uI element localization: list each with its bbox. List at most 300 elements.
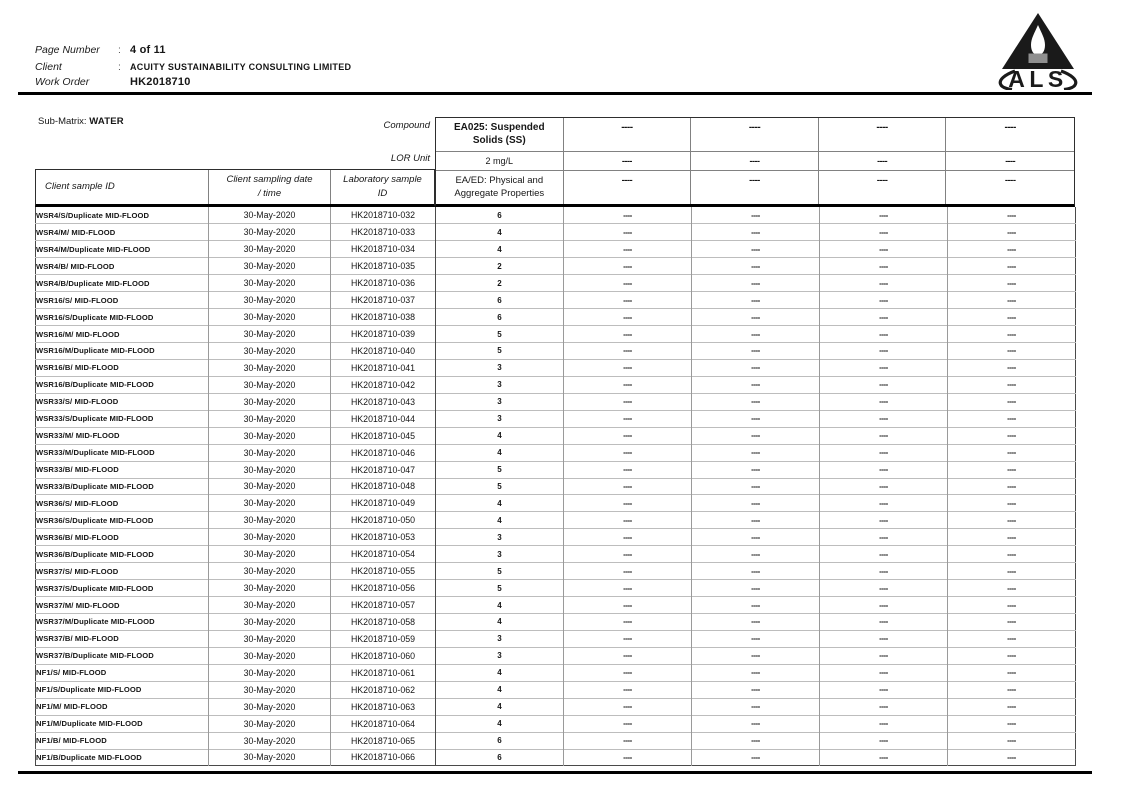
- no-result-cell: ----: [692, 664, 820, 681]
- no-result-cell: ----: [948, 580, 1076, 597]
- lab-sample-id-cell: HK2018710-039: [331, 326, 436, 343]
- sampling-date-cell: 30-May-2020: [209, 410, 331, 427]
- sampling-date-cell: 30-May-2020: [209, 224, 331, 241]
- lab-sample-id-cell: HK2018710-040: [331, 343, 436, 360]
- lab-sample-id-cell: HK2018710-057: [331, 597, 436, 614]
- no-result-cell: ----: [948, 546, 1076, 563]
- sampling-date-cell: 30-May-2020: [209, 376, 331, 393]
- table-row: [36, 427, 1076, 444]
- no-result-cell: ----: [692, 630, 820, 647]
- lab-sample-id-cell: HK2018710-042: [331, 376, 436, 393]
- result-value-cell: 2: [436, 275, 564, 292]
- client-sample-id-cell: WSR16/S/ MID-FLOOD: [36, 292, 209, 309]
- no-result-cell: ----: [692, 580, 820, 597]
- sampling-date-cell: 30-May-2020: [209, 512, 331, 529]
- table-row: [36, 597, 1076, 614]
- lab-sample-id-cell: HK2018710-050: [331, 512, 436, 529]
- result-value-cell: 5: [436, 461, 564, 478]
- result-value-cell: 5: [436, 343, 564, 360]
- sampling-date-header: [209, 170, 331, 204]
- no-result-cell: ----: [692, 275, 820, 292]
- no-result-cell: ----: [564, 614, 692, 631]
- no-result-cell: ----: [564, 546, 692, 563]
- als-logo-text: ALS: [1008, 66, 1068, 90]
- no-result-cell: ----: [948, 715, 1076, 732]
- no-result-cell: ----: [564, 563, 692, 580]
- no-result-cell: ----: [948, 309, 1076, 326]
- sampling-date-cell: 30-May-2020: [209, 630, 331, 647]
- lab-sample-id-cell: HK2018710-062: [331, 681, 436, 698]
- lab-sample-id-cell: HK2018710-065: [331, 732, 436, 749]
- no-result-cell: ----: [692, 478, 820, 495]
- client-sample-id-cell: NF1/M/ MID-FLOOD: [36, 698, 209, 715]
- client-sample-id-cell: WSR37/B/Duplicate MID-FLOOD: [36, 647, 209, 664]
- client-sample-id-cell: WSR37/S/Duplicate MID-FLOOD: [36, 580, 209, 597]
- no-result-cell: ----: [820, 326, 948, 343]
- sampling-date-cell: 30-May-2020: [209, 715, 331, 732]
- lab-sample-id-cell: HK2018710-056: [331, 580, 436, 597]
- table-row: [36, 359, 1076, 376]
- no-result-cell: ----: [948, 614, 1076, 631]
- no-result-cell: ----: [564, 359, 692, 376]
- result-value-cell: 3: [436, 647, 564, 664]
- no-result-cell: ----: [948, 597, 1076, 614]
- sampling-date-cell: 30-May-2020: [209, 597, 331, 614]
- no-result-cell: ----: [564, 326, 692, 343]
- no-result-cell: ----: [820, 529, 948, 546]
- no-result-cell: ----: [692, 410, 820, 427]
- sampling-date-cell: 30-May-2020: [209, 614, 331, 631]
- client-label: Client: [35, 61, 62, 73]
- table-row: [36, 343, 1076, 360]
- sampling-date-cell: 30-May-2020: [209, 461, 331, 478]
- page-number-value: 4 of 11: [130, 44, 166, 56]
- sample-table-body: [36, 207, 1076, 766]
- no-result-cell: ----: [564, 749, 692, 766]
- no-result-cell: ----: [948, 376, 1076, 393]
- no-result-cell: ----: [692, 597, 820, 614]
- lab-sample-id-cell: HK2018710-049: [331, 495, 436, 512]
- no-result-cell: ----: [948, 681, 1076, 698]
- no-result-cell: ----: [692, 529, 820, 546]
- table-row: [36, 461, 1076, 478]
- no-result-cell: ----: [820, 647, 948, 664]
- result-value-cell: 6: [436, 749, 564, 766]
- no-result-cell: ----: [948, 224, 1076, 241]
- table-row: [36, 292, 1076, 309]
- table-row: [36, 241, 1076, 258]
- result-value-cell: 5: [436, 478, 564, 495]
- result-value-cell: 4: [436, 224, 564, 241]
- sampling-date-cell: 30-May-2020: [209, 664, 331, 681]
- page-number-row: [35, 40, 166, 58]
- sampling-date-cell: 30-May-2020: [209, 275, 331, 292]
- no-result-cell: ----: [820, 309, 948, 326]
- lor-unit-row-label: LOR Unit: [390, 153, 430, 164]
- sampling-date-cell: 30-May-2020: [209, 326, 331, 343]
- no-result-cell: ----: [692, 461, 820, 478]
- no-result-cell: ----: [948, 444, 1076, 461]
- result-value-cell: 3: [436, 376, 564, 393]
- sampling-date-cell: 30-May-2020: [209, 529, 331, 546]
- result-value-cell: 6: [436, 292, 564, 309]
- no-result-cell: ----: [564, 478, 692, 495]
- table-row: [36, 529, 1076, 546]
- lab-sample-id-cell: HK2018710-044: [331, 410, 436, 427]
- table-row: [36, 224, 1076, 241]
- table-row: [36, 630, 1076, 647]
- result-value-cell: 4: [436, 597, 564, 614]
- no-result-cell: ----: [820, 224, 948, 241]
- compound-header-cell: EA025: Suspended Solids (SS): [436, 118, 564, 152]
- result-value-cell: 5: [436, 326, 564, 343]
- client-sample-id-cell: WSR16/S/Duplicate MID-FLOOD: [36, 309, 209, 326]
- table-row: [36, 376, 1076, 393]
- no-result-cell: ----: [692, 258, 820, 275]
- client-sample-id-cell: WSR33/B/ MID-FLOOD: [36, 461, 209, 478]
- no-result-cell: ----: [564, 393, 692, 410]
- lor-unit-cell: ----: [946, 152, 1074, 171]
- no-result-cell: ----: [564, 529, 692, 546]
- no-result-cell: ----: [820, 580, 948, 597]
- no-result-cell: ----: [820, 241, 948, 258]
- table-row: [36, 715, 1076, 732]
- sampling-date-cell: 30-May-2020: [209, 563, 331, 580]
- client-sample-id-cell: WSR16/B/Duplicate MID-FLOOD: [36, 376, 209, 393]
- lab-sample-id-cell: HK2018710-045: [331, 427, 436, 444]
- no-result-cell: ----: [564, 461, 692, 478]
- no-result-cell: ----: [948, 512, 1076, 529]
- no-result-cell: ----: [564, 309, 692, 326]
- client-sample-id-cell: WSR4/M/Duplicate MID-FLOOD: [36, 241, 209, 258]
- lab-sample-id-cell: HK2018710-058: [331, 614, 436, 631]
- no-result-cell: ----: [820, 546, 948, 563]
- result-value-cell: 3: [436, 546, 564, 563]
- lor-unit-cell: 2 mg/L: [436, 152, 564, 171]
- no-result-cell: ----: [948, 343, 1076, 360]
- client-sample-id-cell: WSR4/S/Duplicate MID-FLOOD: [36, 207, 209, 224]
- client-sample-id-cell: WSR37/B/ MID-FLOOD: [36, 630, 209, 647]
- no-result-cell: ----: [564, 410, 692, 427]
- table-row: [36, 410, 1076, 427]
- table-row: [36, 664, 1076, 681]
- no-result-cell: ----: [564, 698, 692, 715]
- no-result-cell: ----: [820, 664, 948, 681]
- no-result-cell: ----: [948, 427, 1076, 444]
- no-result-cell: ----: [564, 275, 692, 292]
- no-result-cell: ----: [1007, 210, 1016, 220]
- no-result-cell: ----: [820, 681, 948, 698]
- sampling-date-cell: 30-May-2020: [209, 207, 331, 224]
- no-result-cell: ----: [948, 461, 1076, 478]
- no-result-cell: ----: [948, 478, 1076, 495]
- no-result-cell: ----: [692, 698, 820, 715]
- no-result-cell: ----: [564, 715, 692, 732]
- table-row: [36, 681, 1076, 698]
- no-result-cell: ----: [692, 495, 820, 512]
- sample-column-headers: [35, 169, 435, 207]
- sampling-date-cell: 30-May-2020: [209, 444, 331, 461]
- sampling-date-cell: 30-May-2020: [209, 393, 331, 410]
- table-row: [36, 207, 1076, 224]
- no-result-cell: ----: [564, 732, 692, 749]
- no-result-cell: ----: [948, 359, 1076, 376]
- table-row: [36, 698, 1076, 715]
- client-sample-id-cell: NF1/S/ MID-FLOOD: [36, 664, 209, 681]
- sampling-date-cell: 30-May-2020: [209, 546, 331, 563]
- no-result-cell: ----: [820, 495, 948, 512]
- client-sample-id-cell: WSR4/B/ MID-FLOOD: [36, 258, 209, 275]
- client-sample-id-cell: WSR16/M/Duplicate MID-FLOOD: [36, 343, 209, 360]
- result-value-cell: 4: [436, 444, 564, 461]
- sampling-date-cell: 30-May-2020: [209, 478, 331, 495]
- table-row: [36, 478, 1076, 495]
- lab-sample-id-cell: HK2018710-032: [331, 207, 436, 224]
- table-row: [36, 647, 1076, 664]
- lab-sample-id-cell: HK2018710-034: [331, 241, 436, 258]
- method-header-cell: ----: [819, 171, 947, 204]
- no-result-cell: ----: [820, 444, 948, 461]
- sample-results-table: [35, 207, 1076, 766]
- lab-sample-id-cell: HK2018710-055: [331, 563, 436, 580]
- client-sample-id-cell: WSR36/B/Duplicate MID-FLOOD: [36, 546, 209, 563]
- lab-sample-id-cell: HK2018710-066: [331, 749, 436, 766]
- no-result-cell: ----: [564, 292, 692, 309]
- no-result-cell: ----: [948, 241, 1076, 258]
- client-sample-id-cell: WSR16/M/ MID-FLOOD: [36, 326, 209, 343]
- no-result-cell: ----: [564, 258, 692, 275]
- sub-matrix-label: Sub-Matrix:: [38, 116, 87, 127]
- lab-sample-id-cell: HK2018710-037: [331, 292, 436, 309]
- table-row: [36, 614, 1076, 631]
- sampling-date-cell: 30-May-2020: [209, 343, 331, 360]
- no-result-cell: ----: [692, 427, 820, 444]
- no-result-cell: ----: [564, 444, 692, 461]
- no-result-cell: ----: [692, 241, 820, 258]
- no-result-cell: ----: [820, 732, 948, 749]
- no-result-cell: ----: [692, 224, 820, 241]
- sampling-date-cell: 30-May-2020: [209, 732, 331, 749]
- no-result-cell: ----: [948, 410, 1076, 427]
- method-header-cell: EA/ED: Physical and Aggregate Properties: [436, 171, 564, 204]
- client-sample-id-cell: WSR33/M/Duplicate MID-FLOOD: [36, 444, 209, 461]
- table-row: [36, 580, 1076, 597]
- result-value-cell: 3: [436, 529, 564, 546]
- sampling-date-cell: 30-May-2020: [209, 698, 331, 715]
- no-result-cell: ----: [820, 614, 948, 631]
- client-sample-id-cell: WSR37/M/ MID-FLOOD: [36, 597, 209, 614]
- no-result-cell: ----: [564, 630, 692, 647]
- no-result-cell: ----: [820, 292, 948, 309]
- table-row: [36, 258, 1076, 275]
- page-number-separator: :: [118, 44, 121, 56]
- no-result-cell: ----: [692, 292, 820, 309]
- lor-unit-cell: ----: [564, 152, 692, 171]
- no-result-cell: ----: [564, 580, 692, 597]
- table-row: [36, 563, 1076, 580]
- no-result-cell: ----: [948, 749, 1076, 766]
- no-result-cell: ----: [564, 664, 692, 681]
- no-result-cell: ----: [692, 647, 820, 664]
- no-result-cell: ----: [820, 343, 948, 360]
- client-sample-id-header: [36, 170, 209, 204]
- method-header-cell: ----: [1004, 175, 1016, 186]
- no-result-cell: ----: [692, 309, 820, 326]
- sampling-date-cell: 30-May-2020: [209, 580, 331, 597]
- no-result-cell: ----: [948, 664, 1076, 681]
- no-result-cell: ----: [948, 732, 1076, 749]
- client-sample-id-cell: WSR33/S/ MID-FLOOD: [36, 393, 209, 410]
- no-result-cell: ----: [820, 749, 948, 766]
- lab-sample-id-cell: HK2018710-033: [331, 224, 436, 241]
- client-sample-id-cell: WSR36/B/ MID-FLOOD: [36, 529, 209, 546]
- no-result-cell: ----: [564, 241, 692, 258]
- no-result-cell: ----: [692, 512, 820, 529]
- sampling-date-header-line1: Client sampling date: [226, 174, 313, 186]
- no-result-cell: ----: [820, 715, 948, 732]
- client-sample-id-cell: WSR4/B/Duplicate MID-FLOOD: [36, 275, 209, 292]
- result-value-cell: 4: [436, 681, 564, 698]
- no-result-cell: ----: [692, 444, 820, 461]
- sub-matrix: [38, 116, 124, 127]
- no-result-cell: ----: [820, 630, 948, 647]
- no-result-cell: ----: [820, 275, 948, 292]
- sampling-date-cell: 30-May-2020: [209, 427, 331, 444]
- result-value-cell: 6: [436, 207, 564, 224]
- lor-unit-cell: ----: [691, 152, 819, 171]
- result-value-cell: 4: [436, 512, 564, 529]
- sampling-date-cell: 30-May-2020: [209, 749, 331, 766]
- result-value-cell: 3: [436, 410, 564, 427]
- lab-sample-id-header-line2: ID: [377, 188, 388, 199]
- work-order-value: HK2018710: [130, 76, 191, 88]
- page-number-label: Page Number: [35, 44, 100, 56]
- table-row: [36, 275, 1076, 292]
- lab-sample-id-cell: HK2018710-061: [331, 664, 436, 681]
- no-result-cell: ----: [820, 563, 948, 580]
- no-result-cell: ----: [692, 393, 820, 410]
- result-value-cell: 4: [436, 614, 564, 631]
- result-value-cell: 5: [436, 580, 564, 597]
- result-value-cell: 6: [436, 309, 564, 326]
- no-result-cell: ----: [948, 630, 1076, 647]
- result-value-cell: 4: [436, 427, 564, 444]
- no-result-cell: ----: [820, 698, 948, 715]
- client-sample-id-cell: WSR33/M/ MID-FLOOD: [36, 427, 209, 444]
- no-result-cell: ----: [948, 258, 1076, 275]
- client-sample-id-cell: WSR4/M/ MID-FLOOD: [36, 224, 209, 241]
- sampling-date-cell: 30-May-2020: [209, 292, 331, 309]
- client-sample-id-cell: WSR37/S/ MID-FLOOD: [36, 563, 209, 580]
- client-sample-id-cell: NF1/M/Duplicate MID-FLOOD: [36, 715, 209, 732]
- table-row: [36, 495, 1076, 512]
- no-result-cell: ----: [564, 512, 692, 529]
- no-result-cell: ----: [564, 681, 692, 698]
- no-result-cell: ----: [692, 614, 820, 631]
- lab-sample-id-header-line1: Laboratory sample: [343, 174, 422, 186]
- compound-header-cell: ----: [819, 118, 947, 152]
- work-order-row: [35, 72, 191, 90]
- result-value-cell: 4: [436, 715, 564, 732]
- no-result-cell: ----: [820, 410, 948, 427]
- no-result-cell: ----: [820, 597, 948, 614]
- sampling-date-cell: 30-May-2020: [209, 258, 331, 275]
- no-result-cell: ----: [820, 258, 948, 275]
- compound-header-cell: ----: [691, 118, 819, 152]
- sampling-date-cell: 30-May-2020: [209, 647, 331, 664]
- table-row: [36, 512, 1076, 529]
- no-result-cell: ----: [564, 647, 692, 664]
- no-result-cell: ----: [692, 563, 820, 580]
- no-result-cell: ----: [948, 292, 1076, 309]
- lab-sample-id-cell: HK2018710-060: [331, 647, 436, 664]
- sub-matrix-value: WATER: [89, 116, 124, 127]
- sampling-date-cell: 30-May-2020: [209, 495, 331, 512]
- table-row: [36, 444, 1076, 461]
- result-value-cell: 3: [436, 393, 564, 410]
- no-result-cell: ----: [564, 597, 692, 614]
- footer-rule: [18, 771, 1092, 774]
- result-value-cell: 3: [436, 359, 564, 376]
- client-sample-id-cell: WSR33/S/Duplicate MID-FLOOD: [36, 410, 209, 427]
- no-result-cell: ----: [692, 207, 820, 224]
- client-sample-id-cell: WSR37/M/Duplicate MID-FLOOD: [36, 614, 209, 631]
- client-sample-id-cell: NF1/B/Duplicate MID-FLOOD: [36, 749, 209, 766]
- lab-sample-id-cell: HK2018710-053: [331, 529, 436, 546]
- no-result-cell: ----: [948, 393, 1076, 410]
- no-result-cell: ----: [948, 495, 1076, 512]
- method-header-cell: ----: [691, 171, 819, 204]
- result-value-cell: 4: [436, 495, 564, 512]
- table-row: [36, 326, 1076, 343]
- no-result-cell: ----: [820, 359, 948, 376]
- no-result-cell: ----: [564, 207, 692, 224]
- result-value-cell: 5: [436, 563, 564, 580]
- header-rule: [18, 92, 1092, 95]
- no-result-cell: ----: [564, 376, 692, 393]
- client-value: ACUITY SUSTAINABILITY CONSULTING LIMITED: [130, 62, 352, 72]
- compound-header-cell: ----: [946, 118, 1074, 152]
- no-result-cell: ----: [564, 495, 692, 512]
- no-result-cell: ----: [820, 512, 948, 529]
- table-row: [36, 749, 1076, 766]
- no-result-cell: ----: [820, 207, 948, 224]
- lab-sample-id-cell: HK2018710-043: [331, 393, 436, 410]
- lab-sample-id-cell: HK2018710-038: [331, 309, 436, 326]
- lab-sample-id-cell: HK2018710-041: [331, 359, 436, 376]
- no-result-cell: ----: [692, 715, 820, 732]
- lab-sample-id-cell: HK2018710-063: [331, 698, 436, 715]
- no-result-cell: ----: [692, 376, 820, 393]
- no-result-cell: ----: [692, 546, 820, 563]
- client-sample-id-header-line1: Client sample ID: [45, 181, 115, 193]
- lab-sample-id-header: [331, 170, 434, 204]
- lab-sample-id-cell: HK2018710-035: [331, 258, 436, 275]
- sampling-date-header-line2: / time: [257, 188, 282, 199]
- result-value-cell: 4: [436, 698, 564, 715]
- no-result-cell: ----: [948, 326, 1076, 343]
- no-result-cell: ----: [564, 224, 692, 241]
- no-result-cell: ----: [692, 681, 820, 698]
- analyte-header: [435, 117, 1075, 207]
- result-value-cell: 6: [436, 732, 564, 749]
- client-sample-id-cell: WSR33/B/Duplicate MID-FLOOD: [36, 478, 209, 495]
- client-separator: :: [118, 61, 121, 73]
- result-value-cell: 4: [436, 241, 564, 258]
- sampling-date-cell: 30-May-2020: [209, 241, 331, 258]
- client-sample-id-cell: NF1/B/ MID-FLOOD: [36, 732, 209, 749]
- sampling-date-cell: 30-May-2020: [209, 309, 331, 326]
